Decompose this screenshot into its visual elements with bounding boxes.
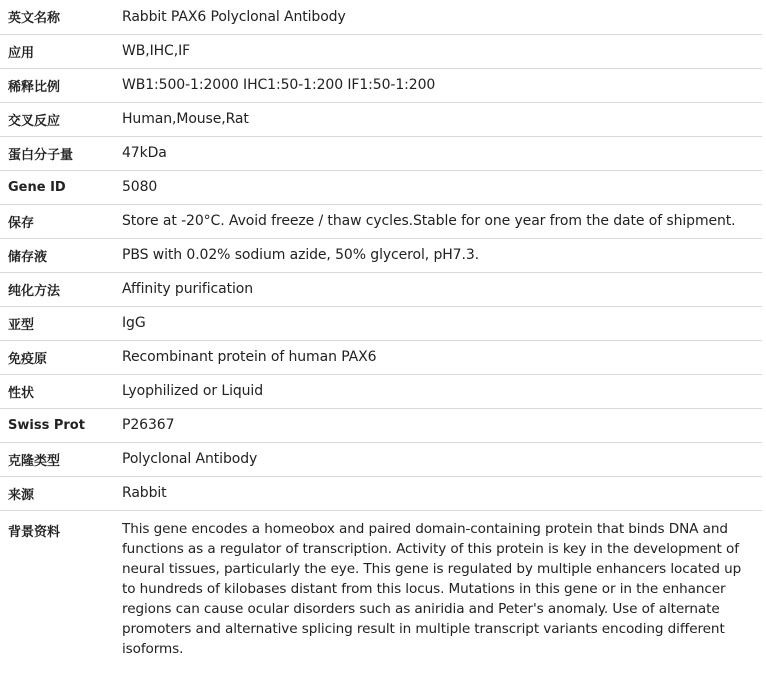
spec-row-application [0,34,762,68]
spec-row-english-name [0,0,762,34]
spec-value: 5080 [115,170,762,204]
spec-value: PBS with 0.02% sodium azide, 50% glycerol, pH7.3. [115,238,762,272]
spec-row-clonality [0,442,762,476]
spec-row-molecular-weight [0,136,762,170]
spec-key: 英文名称 [0,0,115,34]
spec-key: 应用 [0,34,115,68]
spec-row-form [0,374,762,408]
spec-key: Swiss Prot [0,408,115,442]
spec-key: 纯化方法 [0,272,115,306]
spec-key: Gene ID [0,170,115,204]
spec-row-dilution [0,68,762,102]
spec-key: 性状 [0,374,115,408]
spec-value: P26367 [115,408,762,442]
spec-value: 47kDa [115,136,762,170]
spec-row-background [0,510,762,659]
spec-key: 稀释比例 [0,68,115,102]
spec-value: Human,Mouse,Rat [115,102,762,136]
spec-key: 储存液 [0,238,115,272]
spec-value: Recombinant protein of human PAX6 [115,340,762,374]
spec-row-reactivity [0,102,762,136]
spec-value: Lyophilized or Liquid [115,374,762,408]
spec-value: WB,IHC,IF [115,34,762,68]
spec-key: 来源 [0,476,115,510]
spec-key: 背景资料 [8,524,61,540]
spec-key: 交叉反应 [0,102,115,136]
spec-value: Store at -20°C. Avoid freeze / thaw cycles.Stable for one year from the date of shipment. [115,204,762,238]
spec-row-storage [0,204,762,238]
spec-value: IgG [115,306,762,340]
spec-value-background: This gene encodes a homeobox and paired domain-containing protein that binds DNA and functions as a regulator of transcription. Activity of this protein is key in the development of neural tissues, particularly the eye. This gene is regulated by multiple enhancers located up to hundreds of kilobases distant from this locus. Mutations in this gene or in the enhancer regions can cause ocular disorders such as aniridia and Peter's anomaly. Use of alternate promoters and alternative splicing result in multiple transcript variants encoding different isoforms. [122,520,742,657]
spec-row-host [0,476,762,510]
spec-value: Affinity purification [115,272,762,306]
spec-value: Rabbit PAX6 Polyclonal Antibody [115,0,762,34]
spec-key: 免疫原 [0,340,115,374]
spec-key: 蛋白分子量 [0,136,115,170]
spec-value: Rabbit [115,476,762,510]
spec-value: Polyclonal Antibody [115,442,762,476]
spec-row-purification [0,272,762,306]
spec-value: WB1:500-1:2000 IHC1:50-1:200 IF1:50-1:200 [115,68,762,102]
spec-key: 克隆类型 [0,442,115,476]
spec-row-isotype [0,306,762,340]
spec-row-gene-id [0,170,762,204]
spec-key: 保存 [0,204,115,238]
spec-row-immunogen [0,340,762,374]
spec-key: 亚型 [0,306,115,340]
spec-row-swiss-prot [0,408,762,442]
spec-row-buffer [0,238,762,272]
